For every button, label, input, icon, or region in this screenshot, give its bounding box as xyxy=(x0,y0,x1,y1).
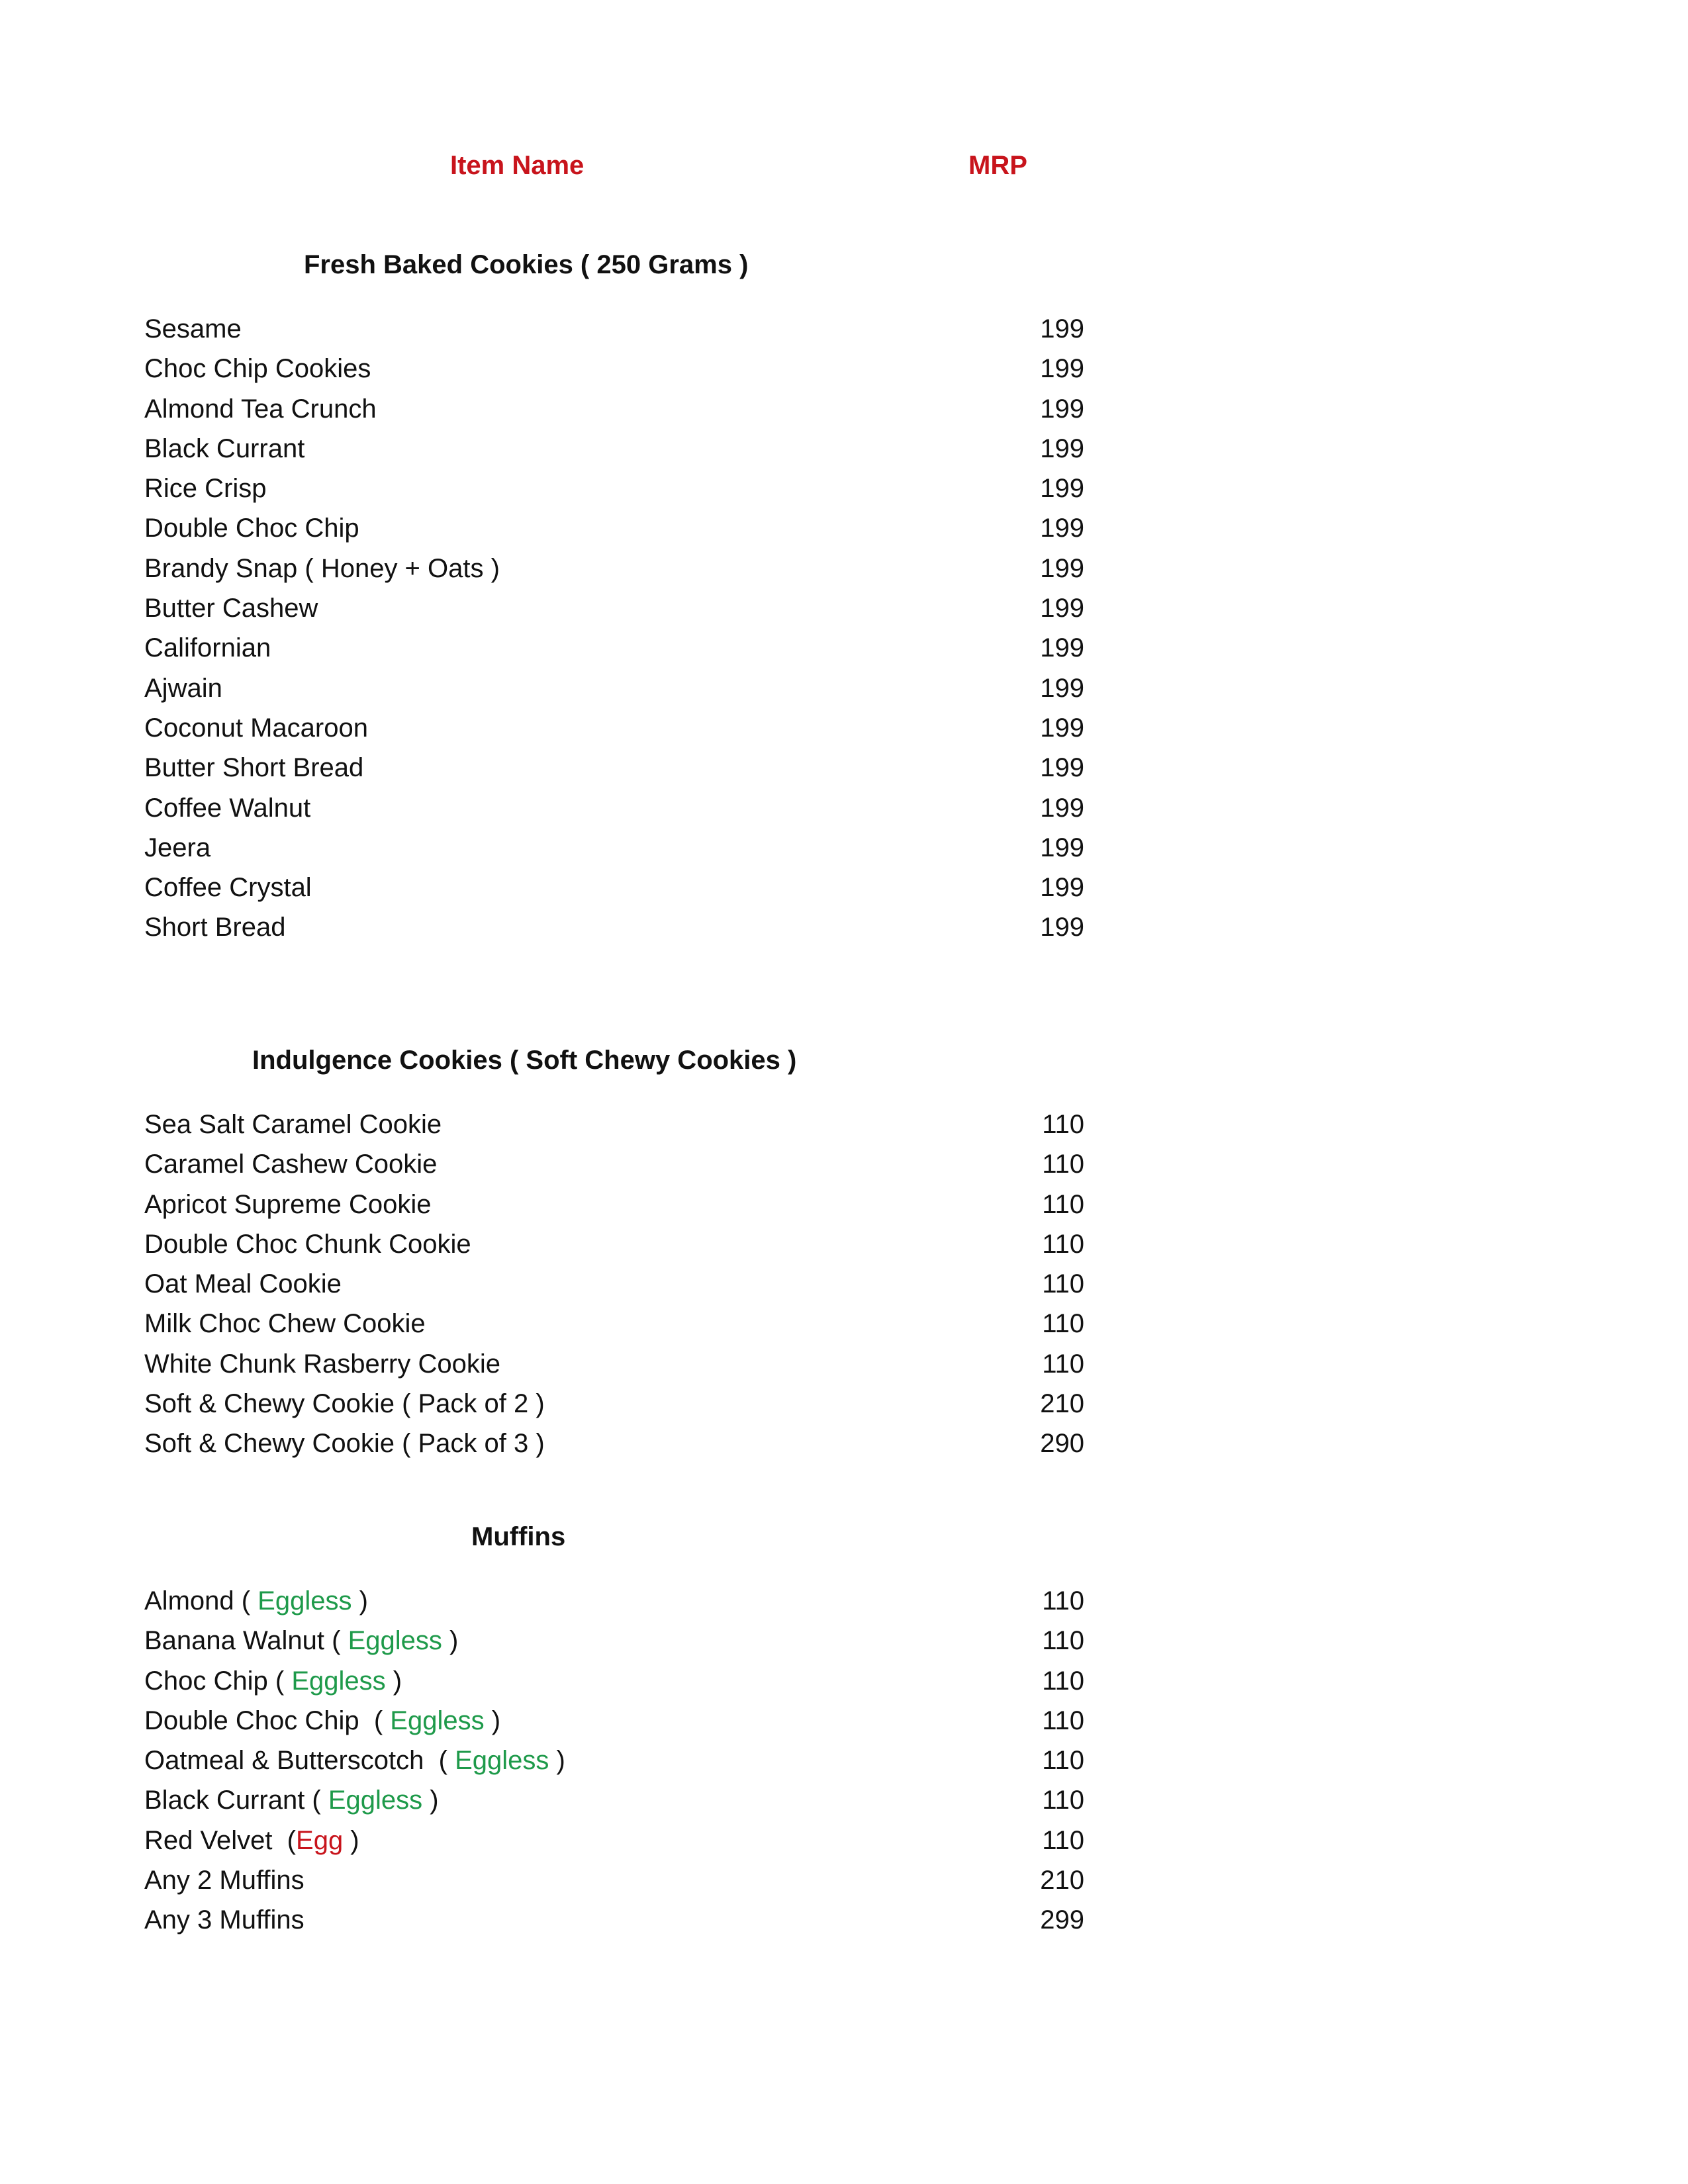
list-item xyxy=(144,788,1084,828)
list-item xyxy=(144,1581,1084,1621)
item-name: Milk Choc Chew Cookie xyxy=(144,1309,426,1339)
list-item xyxy=(144,309,1084,349)
list-item xyxy=(144,1304,1084,1343)
item-price: 110 xyxy=(1042,1746,1084,1776)
item-name: Ajwain xyxy=(144,673,222,703)
item-name: Double Choc Chip xyxy=(144,514,359,543)
item-name: Apricot Supreme Cookie xyxy=(144,1189,432,1219)
item-price: 199 xyxy=(1040,833,1084,862)
item-name: Sesame xyxy=(144,314,242,343)
item-price: 199 xyxy=(1040,753,1084,783)
item-price: 299 xyxy=(1040,1905,1084,1935)
eggless-tag: Eggless xyxy=(258,1586,352,1615)
section-title-indulgence-cookies: Indulgence Cookies ( Soft Chewy Cookies ) xyxy=(252,1046,797,1075)
list-item xyxy=(144,588,1084,628)
muffins-list xyxy=(144,1581,1084,1940)
section-title-muffins: Muffins xyxy=(471,1522,566,1551)
list-item xyxy=(144,1900,1084,1940)
list-item xyxy=(144,1264,1084,1304)
item-name xyxy=(144,1821,359,1860)
list-item xyxy=(144,1224,1084,1264)
item-name: Caramel Cashew Cookie xyxy=(144,1150,438,1179)
item-name-text: Double Choc Chip ( xyxy=(144,1706,391,1735)
item-name-suffix: ) xyxy=(422,1786,439,1815)
item-price: 110 xyxy=(1042,1706,1084,1735)
list-item xyxy=(144,1144,1084,1184)
eggless-tag: Eggless xyxy=(455,1746,549,1776)
item-name-text: Oatmeal & Butterscotch ( xyxy=(144,1746,455,1776)
item-name: Jeera xyxy=(144,833,211,862)
list-item xyxy=(144,508,1084,548)
item-name: Any 2 Muffins xyxy=(144,1866,305,1895)
list-item xyxy=(144,1821,1084,1860)
item-name: Choc Chip Cookies xyxy=(144,354,371,384)
item-name: Soft & Chewy Cookie ( Pack of 2 ) xyxy=(144,1389,545,1419)
item-price: 199 xyxy=(1040,913,1084,942)
item-name xyxy=(144,1661,402,1701)
eggless-tag: Eggless xyxy=(390,1706,485,1735)
item-price: 110 xyxy=(1042,1110,1084,1139)
list-item xyxy=(144,1741,1084,1780)
item-price: 110 xyxy=(1042,1150,1084,1179)
eggless-tag: Eggless xyxy=(291,1666,386,1696)
item-price: 199 xyxy=(1040,594,1084,623)
item-name xyxy=(144,1741,565,1780)
list-item xyxy=(144,1780,1084,1820)
item-name: Coconut Macaroon xyxy=(144,713,368,743)
list-item xyxy=(144,429,1084,469)
item-price: 199 xyxy=(1040,873,1084,903)
item-name-text: Red Velvet ( xyxy=(144,1825,297,1855)
list-item xyxy=(144,1621,1084,1661)
item-name: Soft & Chewy Cookie ( Pack of 3 ) xyxy=(144,1429,545,1459)
item-price: 110 xyxy=(1042,1786,1084,1815)
item-price: 210 xyxy=(1040,1389,1084,1419)
item-price: 199 xyxy=(1040,314,1084,343)
item-name: Oat Meal Cookie xyxy=(144,1269,342,1299)
column-header-mrp: MRP xyxy=(968,151,1027,180)
item-name: Brandy Snap ( Honey + Oats ) xyxy=(144,553,500,583)
item-price: 110 xyxy=(1042,1586,1084,1615)
item-name xyxy=(144,1701,500,1741)
item-name-text: Choc Chip ( xyxy=(144,1666,292,1696)
item-price: 199 xyxy=(1040,713,1084,743)
list-item xyxy=(144,668,1084,708)
list-item xyxy=(144,549,1084,588)
list-item xyxy=(144,1661,1084,1701)
item-price: 199 xyxy=(1040,394,1084,424)
item-name: Coffee Walnut xyxy=(144,793,311,823)
item-name: Sea Salt Caramel Cookie xyxy=(144,1110,442,1139)
item-name: Double Choc Chunk Cookie xyxy=(144,1229,471,1259)
item-price: 199 xyxy=(1040,793,1084,823)
indulgence-cookies-list xyxy=(144,1105,1084,1464)
item-price: 199 xyxy=(1040,633,1084,663)
item-name-suffix: ) xyxy=(484,1706,501,1735)
item-name: Coffee Crystal xyxy=(144,873,312,903)
list-item xyxy=(144,349,1084,388)
item-name-suffix: ) xyxy=(352,1586,368,1615)
egg-tag: Egg xyxy=(296,1825,344,1855)
list-item xyxy=(144,708,1084,748)
item-price: 290 xyxy=(1040,1429,1084,1459)
list-item xyxy=(144,389,1084,429)
section-title-fresh-baked-cookies: Fresh Baked Cookies ( 250 Grams ) xyxy=(304,250,749,279)
item-name: Rice Crisp xyxy=(144,474,267,504)
item-name xyxy=(144,1780,439,1820)
eggless-tag: Eggless xyxy=(348,1626,442,1656)
list-item xyxy=(144,1384,1084,1424)
item-price: 199 xyxy=(1040,354,1084,384)
eggless-tag: Eggless xyxy=(328,1786,423,1815)
item-name-text: Almond ( xyxy=(144,1586,258,1615)
item-name: Black Currant xyxy=(144,433,305,463)
item-price: 199 xyxy=(1040,514,1084,543)
item-price: 110 xyxy=(1042,1189,1084,1219)
list-item xyxy=(144,748,1084,788)
list-item xyxy=(144,1860,1084,1900)
item-price: 199 xyxy=(1040,553,1084,583)
item-price: 199 xyxy=(1040,673,1084,703)
list-item xyxy=(144,1424,1084,1463)
item-name-text: Black Currant ( xyxy=(144,1786,328,1815)
column-header-item-name: Item Name xyxy=(450,151,585,180)
item-name-suffix: ) xyxy=(385,1666,402,1696)
item-name: Butter Cashew xyxy=(144,594,318,623)
item-price: 110 xyxy=(1042,1825,1084,1855)
list-item xyxy=(144,868,1084,907)
list-item xyxy=(144,907,1084,947)
item-price: 199 xyxy=(1040,474,1084,504)
list-item xyxy=(144,1105,1084,1144)
list-item xyxy=(144,1344,1084,1384)
item-name: Any 3 Muffins xyxy=(144,1905,305,1935)
item-name: Short Bread xyxy=(144,913,286,942)
item-name: Butter Short Bread xyxy=(144,753,364,783)
item-name-suffix: ) xyxy=(549,1746,565,1776)
list-item xyxy=(144,1701,1084,1741)
item-name xyxy=(144,1581,368,1621)
item-price: 110 xyxy=(1042,1269,1084,1299)
item-name: White Chunk Rasberry Cookie xyxy=(144,1349,500,1379)
list-item xyxy=(144,469,1084,508)
item-price: 110 xyxy=(1042,1626,1084,1656)
item-name xyxy=(144,1621,458,1661)
list-item xyxy=(144,628,1084,668)
item-name: Almond Tea Crunch xyxy=(144,394,377,424)
item-name-suffix: ) xyxy=(442,1626,459,1656)
item-name-suffix: ) xyxy=(343,1825,359,1855)
item-price: 210 xyxy=(1040,1866,1084,1895)
item-name: Californian xyxy=(144,633,271,663)
item-price: 110 xyxy=(1042,1349,1084,1379)
fresh-baked-cookies-list xyxy=(144,309,1084,948)
list-item xyxy=(144,828,1084,868)
list-item xyxy=(144,1185,1084,1224)
item-price: 110 xyxy=(1042,1666,1084,1696)
item-price: 110 xyxy=(1042,1229,1084,1259)
item-name-text: Banana Walnut ( xyxy=(144,1626,348,1656)
item-price: 199 xyxy=(1040,433,1084,463)
item-price: 110 xyxy=(1042,1309,1084,1339)
